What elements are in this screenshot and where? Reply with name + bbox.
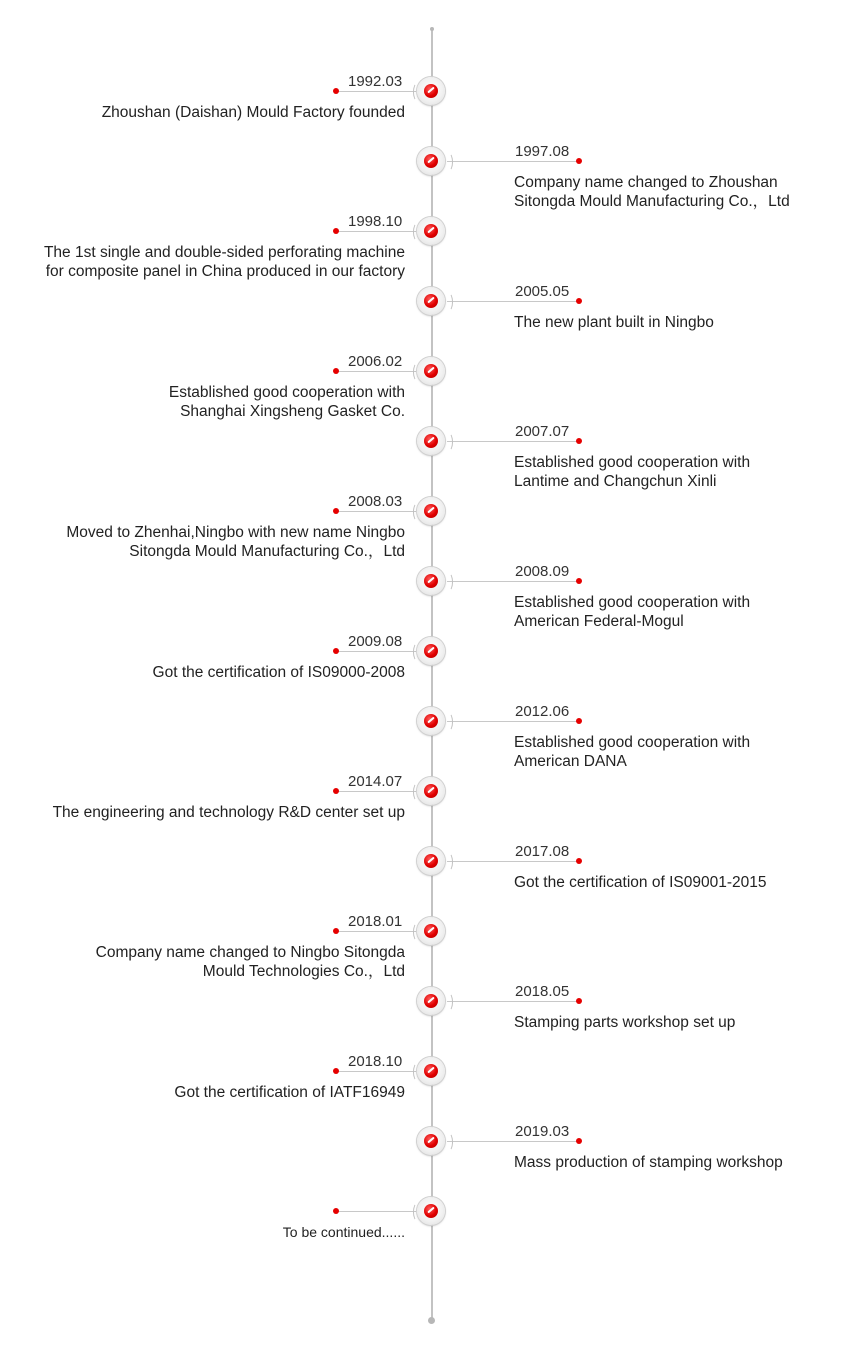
event-marker-dot xyxy=(576,578,582,584)
event-connector-line xyxy=(447,1141,579,1142)
node-bracket-decoration xyxy=(445,1133,453,1151)
node-bracket-decoration xyxy=(445,853,453,871)
event-connector-line xyxy=(336,1211,416,1212)
timeline-node-icon xyxy=(417,427,445,455)
red-orb-icon xyxy=(424,1064,438,1078)
event-date: 2018.05 xyxy=(515,983,570,1000)
event-description: Got the certification of IS09001-2015 xyxy=(514,874,767,891)
event-marker-dot xyxy=(333,788,339,794)
event-description: The engineering and technology R&D center set up xyxy=(52,804,405,821)
event-marker-dot xyxy=(333,1068,339,1074)
event-connector-line xyxy=(447,161,579,162)
event-connector-line xyxy=(336,1071,416,1072)
event-marker-dot xyxy=(576,718,582,724)
event-marker-dot xyxy=(333,508,339,514)
event-date: 2018.01 xyxy=(348,913,403,930)
timeline-node-icon xyxy=(417,707,445,735)
timeline-node-icon xyxy=(417,987,445,1015)
event-date: 2017.08 xyxy=(515,843,570,860)
event-description: Got the certification of IATF16949 xyxy=(174,1084,405,1101)
event-marker-dot xyxy=(576,858,582,864)
timeline-node-icon xyxy=(417,497,445,525)
event-connector-line xyxy=(447,301,579,302)
event-date: 2008.09 xyxy=(515,563,570,580)
event-connector-line xyxy=(447,861,579,862)
event-connector-line xyxy=(336,511,416,512)
event-marker-dot xyxy=(333,1208,339,1214)
red-orb-icon xyxy=(424,504,438,518)
event-date: 1992.03 xyxy=(348,73,403,90)
event-connector-line xyxy=(336,791,416,792)
event-date: 2009.08 xyxy=(348,633,403,650)
node-bracket-decoration xyxy=(445,293,453,311)
timeline-end-dot xyxy=(428,1317,435,1324)
event-connector-line xyxy=(336,231,416,232)
event-connector-line xyxy=(447,581,579,582)
event-marker-dot xyxy=(576,158,582,164)
timeline-node-icon xyxy=(417,1127,445,1155)
event-marker-dot xyxy=(333,928,339,934)
event-description: The 1st single and double-sided perforating machine for composite panel in China produced in our factory xyxy=(43,244,405,280)
node-bracket-decoration xyxy=(445,713,453,731)
event-connector-line xyxy=(336,91,416,92)
node-bracket-decoration xyxy=(445,993,453,1011)
timeline-node-icon xyxy=(417,77,445,105)
event-marker-dot xyxy=(333,648,339,654)
event-description: Moved to Zhenhai,Ningbo with new name Ningbo Sitongda Mould Manufacturing Co.，Ltd xyxy=(66,524,405,560)
red-orb-icon xyxy=(424,784,438,798)
event-date: 2008.03 xyxy=(348,493,403,510)
event-marker-dot xyxy=(576,298,582,304)
timeline-start-dot xyxy=(430,27,434,31)
node-bracket-decoration xyxy=(445,573,453,591)
red-orb-icon xyxy=(424,574,438,588)
timeline-node-icon xyxy=(417,847,445,875)
event-date: 2019.03 xyxy=(515,1123,570,1140)
red-orb-icon xyxy=(424,994,438,1008)
timeline-event xyxy=(0,1213,860,1293)
event-marker-dot xyxy=(333,88,339,94)
red-orb-icon xyxy=(424,1204,438,1218)
red-orb-icon xyxy=(424,924,438,938)
event-date: 2012.06 xyxy=(515,703,570,720)
event-connector-line xyxy=(336,651,416,652)
event-marker-dot xyxy=(333,228,339,234)
event-connector-line xyxy=(336,931,416,932)
event-date: 2005.05 xyxy=(515,283,570,300)
event-connector-line xyxy=(447,441,579,442)
event-date: 2014.07 xyxy=(348,773,403,790)
timeline-node-icon xyxy=(417,1057,445,1085)
event-description: Company name changed to Zhoushan Sitongda Mould Manufacturing Co.，Ltd xyxy=(514,174,790,210)
event-connector-line xyxy=(447,721,579,722)
event-description: Zhoushan (Daishan) Mould Factory founded xyxy=(101,104,405,121)
timeline-node-icon xyxy=(417,287,445,315)
node-bracket-decoration xyxy=(445,433,453,451)
timeline-node-icon xyxy=(417,777,445,805)
event-description: Established good cooperation with Shanghai Xingsheng Gasket Co. xyxy=(168,384,405,420)
event-date: 1997.08 xyxy=(515,143,570,160)
red-orb-icon xyxy=(424,294,438,308)
timeline-node-icon xyxy=(417,217,445,245)
event-description: Established good cooperation with American DANA xyxy=(514,734,751,770)
event-date: 1998.10 xyxy=(348,213,403,230)
red-orb-icon xyxy=(424,714,438,728)
red-orb-icon xyxy=(424,644,438,658)
red-orb-icon xyxy=(424,364,438,378)
event-marker-dot xyxy=(576,998,582,1004)
timeline-node-icon xyxy=(417,567,445,595)
event-description: Established good cooperation with American Federal-Mogul xyxy=(514,594,751,630)
red-orb-icon xyxy=(424,434,438,448)
red-orb-icon xyxy=(424,1134,438,1148)
red-orb-icon xyxy=(424,224,438,238)
event-description: Stamping parts workshop set up xyxy=(514,1014,736,1031)
event-connector-line xyxy=(336,371,416,372)
event-description: Mass production of stamping workshop xyxy=(514,1154,783,1171)
timeline-node-icon xyxy=(417,147,445,175)
timeline-node-icon xyxy=(417,357,445,385)
event-date: 2007.07 xyxy=(515,423,570,440)
red-orb-icon xyxy=(424,854,438,868)
event-marker-dot xyxy=(333,368,339,374)
node-bracket-decoration xyxy=(445,153,453,171)
event-connector-line xyxy=(447,1001,579,1002)
event-marker-dot xyxy=(576,1138,582,1144)
event-description: Established good cooperation with Lantime and Changchun Xinli xyxy=(514,454,751,490)
event-date: 2006.02 xyxy=(348,353,403,370)
event-description: Company name changed to Ningbo Sitongda Mould Technologies Co.，Ltd xyxy=(95,944,405,980)
event-marker-dot xyxy=(576,438,582,444)
timeline-node-icon xyxy=(417,1197,445,1225)
event-description: Got the certification of IS09000-2008 xyxy=(152,664,405,681)
red-orb-icon xyxy=(424,154,438,168)
timeline-node-icon xyxy=(417,637,445,665)
red-orb-icon xyxy=(424,84,438,98)
event-description: The new plant built in Ningbo xyxy=(514,314,714,331)
timeline-node-icon xyxy=(417,917,445,945)
event-description: To be continued...... xyxy=(282,1224,405,1240)
event-date: 2018.10 xyxy=(348,1053,403,1070)
